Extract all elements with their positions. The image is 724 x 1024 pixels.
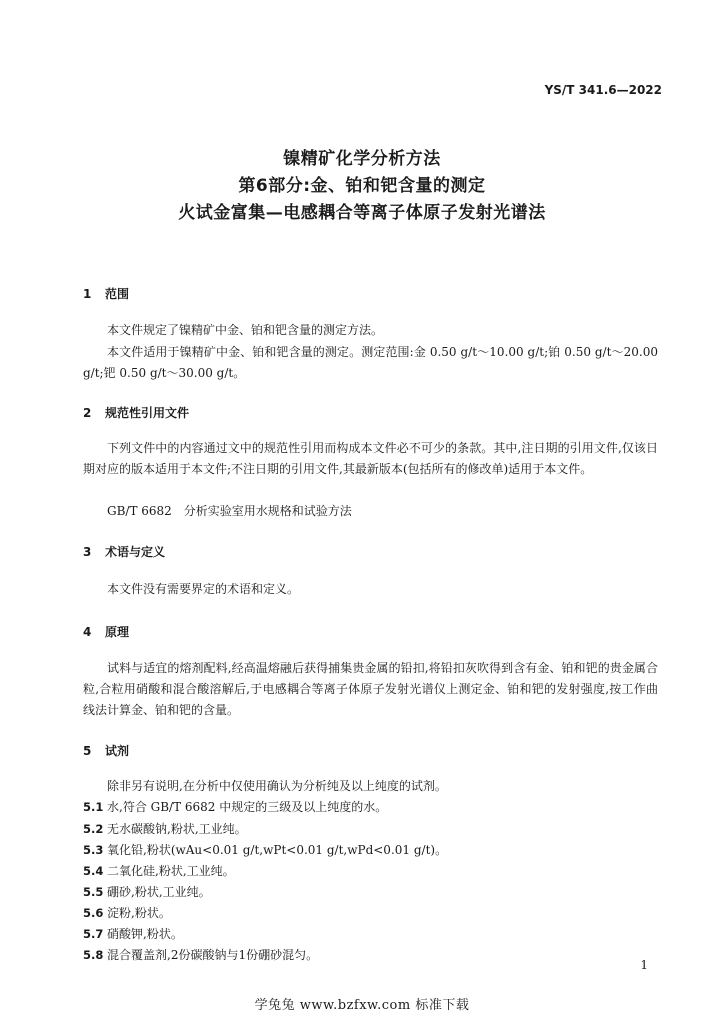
section-3-heading (83, 543, 165, 560)
section-number: 3 (83, 545, 92, 559)
section-number: 2 (83, 406, 92, 420)
reagent-item (83, 861, 658, 881)
item-number: 5.1 (83, 800, 104, 814)
item-number: 5.3 (83, 843, 104, 857)
item-number: 5.7 (83, 927, 104, 941)
title-line-3: 火试金富集—电感耦合等离子体原子发射光谱法 (178, 203, 546, 223)
item-text: 硼砂,粉状,工业纯。 (107, 885, 211, 899)
page-number: 1 (640, 958, 648, 972)
item-text: 淀粉,粉状。 (107, 906, 171, 920)
section-title: 范围 (105, 287, 130, 301)
section-title: 原理 (105, 625, 130, 639)
item-text: 二氧化硅,粉状,工业纯。 (107, 864, 235, 878)
section-4-heading (83, 623, 129, 640)
section-title: 术语与定义 (105, 545, 166, 559)
section-number: 5 (83, 744, 92, 758)
item-number: 5.2 (83, 822, 104, 836)
section-5-heading (83, 742, 129, 759)
reagent-item (83, 903, 658, 923)
item-text: 水,符合 GB/T 6682 中规定的三级及以上纯度的水。 (107, 800, 388, 814)
title-line-2: 第6部分:金、铂和钯含量的测定 (238, 176, 486, 196)
item-number: 5.8 (83, 948, 104, 962)
item-number: 5.6 (83, 906, 104, 920)
item-number: 5.5 (83, 885, 104, 899)
section-number: 1 (83, 287, 92, 301)
reagent-item (83, 945, 658, 965)
section-4-paragraph-1: 试料与适宜的熔剂配料,经高温熔融后获得捕集贵金属的铅扣,将铅扣灰吹得到含有金、铂和钯的贵金属合粒,合粒用硝酸和混合酸溶解后,于电感耦合等离子体原子发射光谱仪上测定金、铂和钯的发射强度,按工作曲线法计算金、铂和钯的含量。 (83, 661, 658, 717)
section-number: 4 (83, 625, 92, 639)
footer-watermark-text[interactable]: 学兔兔 www.bzfxw.com 标准下载 (254, 998, 470, 1013)
item-text: 混合覆盖剂,2份碳酸钠与1份硼砂混匀。 (107, 948, 319, 962)
reagent-item (83, 924, 658, 944)
item-text: 氧化铅,粉状(wAu<0.01 g/t,wPt<0.01 g/t,wPd<0.01 g/t)。 (107, 843, 448, 857)
section-3-paragraph-1: 本文件没有需要界定的术语和定义。 (107, 582, 300, 596)
normative-reference: GB/T 6682 分析实验室用水规格和试验方法 (107, 504, 352, 518)
section-1-paragraph-2: 本文件适用于镍精矿中金、铂和钯含量的测定。测定范围:金 0.50 g/t～10.00 g/t;铂 0.50 g/t～20.00 g/t;钯 0.50 g/t～30.00 g/t。 (83, 345, 658, 380)
document-title (0, 146, 724, 227)
item-text: 硝酸钾,粉状。 (107, 927, 183, 941)
section-1-paragraph-1: 本文件规定了镍精矿中金、铂和钯含量的测定方法。 (107, 323, 384, 337)
item-number: 5.4 (83, 864, 104, 878)
item-text: 无水碳酸钠,粉状,工业纯。 (107, 822, 247, 836)
reagent-item (83, 840, 658, 860)
section-2-paragraph-1: 下列文件中的内容通过文中的规范性引用而构成本文件必不可少的条款。其中,注日期的引用文件,仅该日期对应的版本适用于本文件;不注日期的引用文件,其最新版本(包括所有的修改单)适用于本文件。 (83, 441, 658, 476)
reagent-item (83, 797, 658, 817)
reagent-item (83, 819, 658, 839)
standard-code: YS/T 341.6—2022 (544, 83, 662, 97)
section-2-heading (83, 404, 189, 421)
title-line-1: 镍精矿化学分析方法 (283, 149, 441, 169)
section-5-intro: 除非另有说明,在分析中仅使用确认为分析纯及以上纯度的试剂。 (107, 779, 447, 793)
section-title: 试剂 (105, 744, 130, 758)
section-title: 规范性引用文件 (105, 406, 190, 420)
section-1-heading (83, 285, 129, 302)
reagent-item (83, 882, 658, 902)
